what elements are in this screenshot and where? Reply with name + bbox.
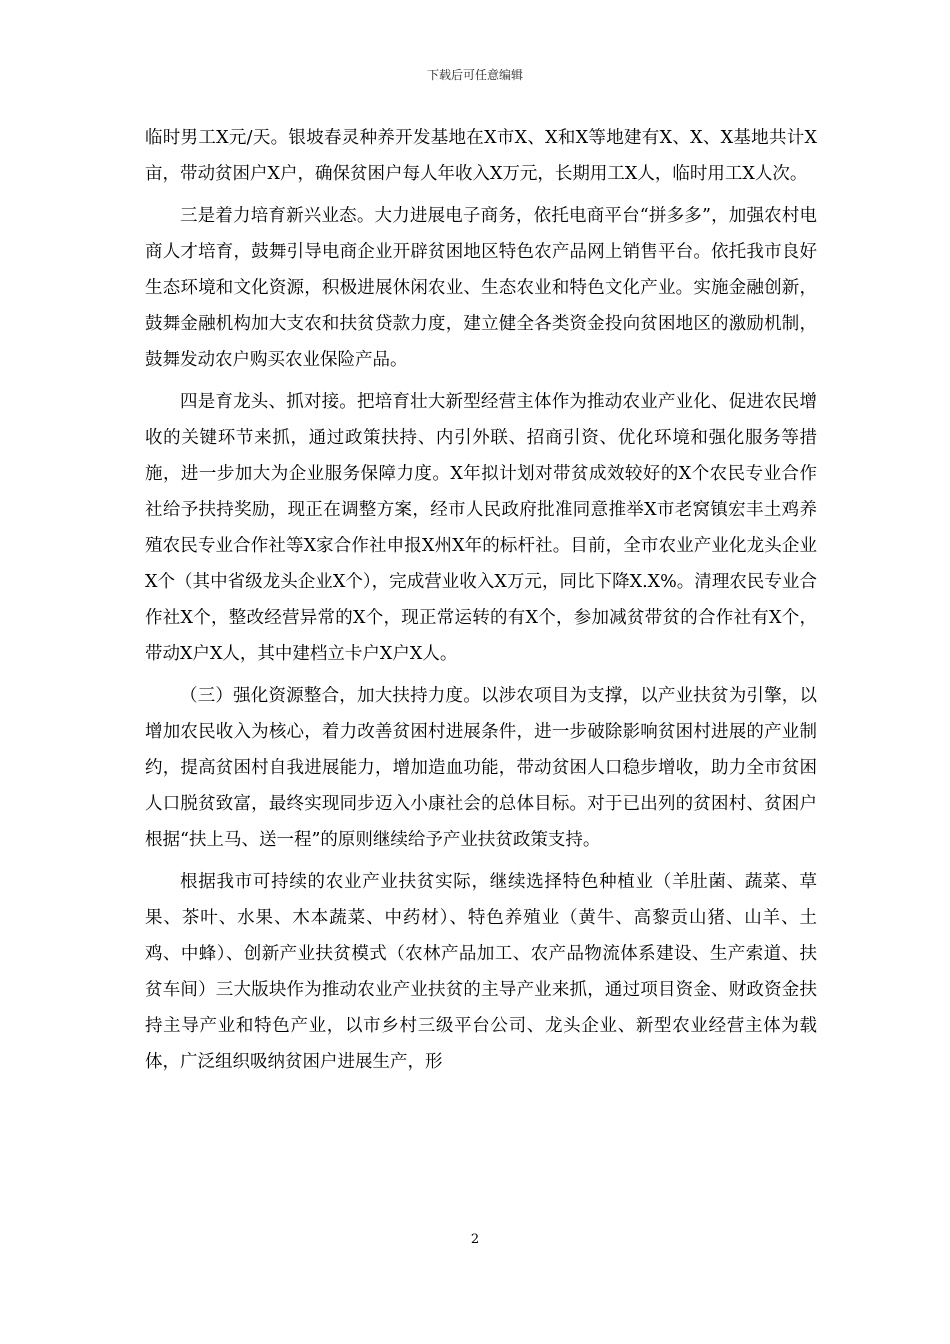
paragraph-resource-integration: （三）强化资源整合，加大扶持力度。以涉农项目为支撑，以产业扶贫为引擎，以增加农民收入为核心，着力改善贫困村进展条件，进一步破除影响贫困村进展的产业制约，提高贫困村自我进展能力，增加造血功能，带动贫困人口稳步增收，助力全市贫困人口脱贫致富，最终实现同步迈入小康社会的总体目标。对于已出列的贫困村、贫困户根据“扶上马、送一程”的原则继续给予产业扶贫政策支持。 [145, 686, 817, 850]
paragraph-leading-enterprises: 四是育龙头、抓对接。把培育壮大新型经营主体作为推动农业产业化、促进农民增收的关键环节来抓，通过政策扶持、内引外联、招商引资、优化环境和强化服务等措施，进一步加大为企业服务保障力度。X年拟计划对带贫成效较好的X个农民专业合作社给予扶持奖励，现正在调整方案，经市人民政府批准同意推举X市老窝镇宏丰土鸡养殖农民专业合作社等X家合作社申报X州X年的标杆社。目前，全市农业产业化龙头企业X个（其中省级龙头企业X个），完成营业收入X万元，同比下降X.X%。清理农民专业合作社X个，整改经营异常的X个，现正常运转的有X个，参加减贫带贫的合作社有X个，带动X户X人，其中建档立卡户X户X人。 [145, 392, 817, 664]
page-header: 下载后可任意编辑 [426, 68, 523, 82]
document-body [145, 120, 817, 1080]
page-number: 2 [470, 1232, 480, 1247]
paragraph-leading-industries: 根据我市可持续的农业产业扶贫实际，继续选择特色种植业（羊肚菌、蔬菜、草果、茶叶、水果、木本蔬菜、中药材）、特色养殖业（黄牛、高黎贡山猪、山羊、土鸡、中蜂）、创新产业扶贫模式（农林产品加工、农产品物流体系建设、生产索道、扶贫车间）三大版块作为推动农业产业扶贫的主导产业来抓，通过项目资金、财政资金扶持主导产业和特色产业，以市乡村三级平台公司、龙头企业、新型农业经营主体为载体，广泛组织吸纳贫困户进展生产，形 [145, 872, 817, 1072]
paragraph-continuation: 临时男工X元/天。银坡春灵种养开发基地在X市X、X和X等地建有X、X、X基地共计X亩，带动贫困户X户，确保贫困户每人年收入X万元，长期用工X人，临时用工X人次。 [145, 128, 817, 184]
paragraph-emerging-industries: 三是着力培育新兴业态。大力进展电子商务，依托电商平台“拼多多”，加强农村电商人才培育，鼓舞引导电商企业开辟贫困地区特色农产品网上销售平台。依托我市良好生态环境和文化资源，积极进展休闲农业、生态农业和特色文化产业。实施金融创新，鼓舞金融机构加大支农和扶贫贷款力度，建立健全各类资金投向贫困地区的激励机制，鼓舞发动农户购买农业保险产品。 [145, 206, 817, 370]
